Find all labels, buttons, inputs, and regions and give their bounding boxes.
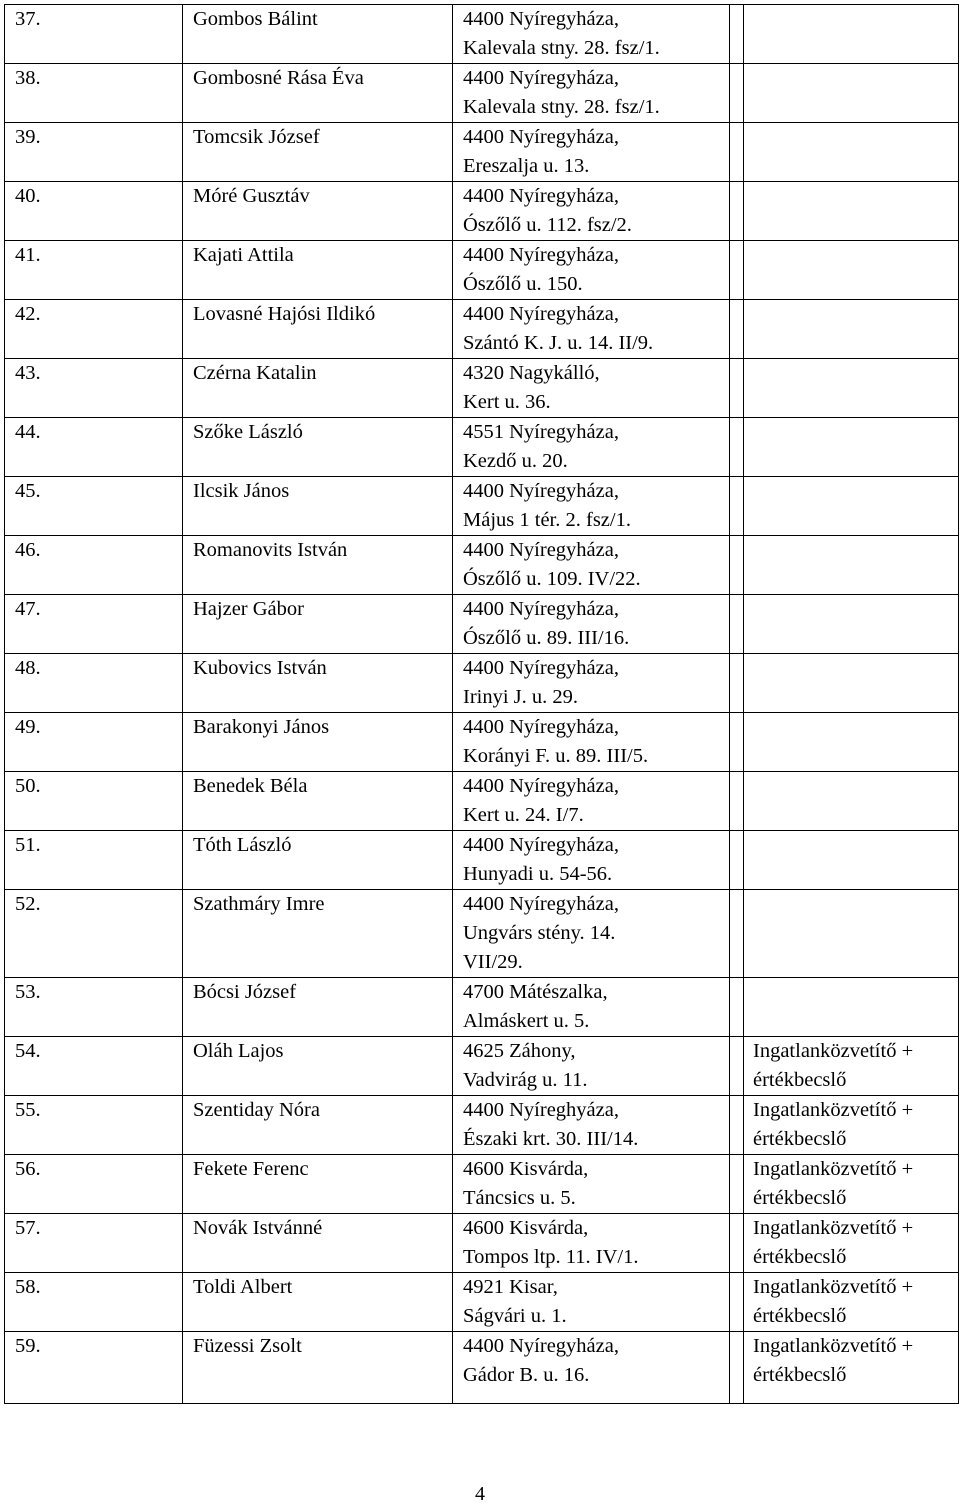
qualification-cell — [744, 536, 959, 595]
person-name: Oláh Lajos — [183, 1037, 453, 1096]
empty-cell — [730, 123, 744, 182]
address-city: 4400 Nyíregyháza, — [463, 657, 619, 679]
address-cell — [453, 300, 730, 359]
row-number: 41. — [5, 241, 183, 300]
address-city: 4400 Nyíregyháza, — [463, 303, 619, 325]
row-number: 57. — [5, 1214, 183, 1273]
address-street: Kert u. 36. — [463, 391, 551, 413]
address-cell — [453, 123, 730, 182]
table-row — [5, 5, 959, 64]
qualification-line: Ingatlanközvetítő + — [753, 1040, 914, 1062]
table-row — [5, 1273, 959, 1332]
empty-cell — [730, 831, 744, 890]
address-city: 4700 Mátészalka, — [463, 981, 608, 1003]
address-city: 4400 Nyíregyháza, — [463, 1335, 619, 1357]
qualification-cell — [744, 241, 959, 300]
person-name: Novák Istvánné — [183, 1214, 453, 1273]
table-row — [5, 123, 959, 182]
empty-cell — [730, 1037, 744, 1096]
address-street: Korányi F. u. 89. III/5. — [463, 745, 649, 767]
address-city: 4400 Nyíregyháza, — [463, 480, 619, 502]
address-street: Május 1 tér. 2. fsz/1. — [463, 509, 631, 531]
address-city: 4320 Nagykálló, — [463, 362, 600, 384]
row-number: 43. — [5, 359, 183, 418]
row-number: 42. — [5, 300, 183, 359]
table-row — [5, 64, 959, 123]
qualification-line: Ingatlanközvetítő + — [753, 1276, 914, 1298]
row-number: 44. — [5, 418, 183, 477]
person-name: Tóth László — [183, 831, 453, 890]
address-street: Kert u. 24. I/7. — [463, 804, 584, 826]
address-cell — [453, 713, 730, 772]
person-name: Czérna Katalin — [183, 359, 453, 418]
address-cell — [453, 359, 730, 418]
address-unit: VII/29. — [463, 951, 523, 973]
address-city: 4400 Nyíregyháza, — [463, 244, 619, 266]
person-name: Gombosné Rása Éva — [183, 64, 453, 123]
qualification-cell — [744, 654, 959, 713]
table-row — [5, 1214, 959, 1273]
table-row — [5, 1155, 959, 1214]
table-row — [5, 241, 959, 300]
address-cell — [453, 654, 730, 713]
person-name: Ilcsik János — [183, 477, 453, 536]
address-street: Ságvári u. 1. — [463, 1305, 567, 1327]
qualification-cell — [744, 772, 959, 831]
empty-cell — [730, 418, 744, 477]
address-street: Északi krt. 30. III/14. — [463, 1128, 639, 1150]
row-number: 56. — [5, 1155, 183, 1214]
address-cell — [453, 241, 730, 300]
address-cell — [453, 1037, 730, 1096]
address-city: 4400 Nyíregyháza, — [463, 716, 619, 738]
empty-cell — [730, 359, 744, 418]
qualification-line: Ingatlanközvetítő + — [753, 1335, 914, 1357]
address-cell — [453, 890, 730, 978]
qualification-cell — [744, 1037, 959, 1096]
address-city: 4400 Nyíregyháza, — [463, 8, 619, 30]
address-street: Ószőlő u. 112. fsz/2. — [463, 214, 632, 236]
registry-table-body — [5, 5, 959, 1404]
table-row — [5, 477, 959, 536]
qualification-cell — [744, 418, 959, 477]
address-street: Hunyadi u. 54-56. — [463, 863, 613, 885]
qualification-line: értékbecslő — [753, 1069, 847, 1091]
person-name: Szőke László — [183, 418, 453, 477]
empty-cell — [730, 536, 744, 595]
address-city: 4400 Nyíregyháza, — [463, 598, 619, 620]
table-row — [5, 831, 959, 890]
empty-cell — [730, 1155, 744, 1214]
table-row — [5, 359, 959, 418]
person-name: Benedek Béla — [183, 772, 453, 831]
qualification-line: Ingatlanközvetítő + — [753, 1158, 914, 1180]
address-street: Gádor B. u. 16. — [463, 1364, 590, 1386]
row-number: 38. — [5, 64, 183, 123]
table-row — [5, 418, 959, 477]
qualification-cell — [744, 477, 959, 536]
empty-cell — [730, 182, 744, 241]
qualification-line: értékbecslő — [753, 1187, 847, 1209]
empty-cell — [730, 595, 744, 654]
address-cell — [453, 1332, 730, 1404]
person-name: Toldi Albert — [183, 1273, 453, 1332]
address-city: 4400 Nyíregyháza, — [463, 893, 619, 915]
row-number: 59. — [5, 1332, 183, 1404]
empty-cell — [730, 1096, 744, 1155]
person-name: Szentiday Nóra — [183, 1096, 453, 1155]
qualification-cell — [744, 713, 959, 772]
address-cell — [453, 1273, 730, 1332]
row-number: 53. — [5, 978, 183, 1037]
person-name: Kubovics István — [183, 654, 453, 713]
qualification-cell — [744, 359, 959, 418]
person-name: Fekete Ferenc — [183, 1155, 453, 1214]
empty-cell — [730, 477, 744, 536]
person-name: Barakonyi János — [183, 713, 453, 772]
qualification-cell — [744, 64, 959, 123]
address-street: Táncsics u. 5. — [463, 1187, 576, 1209]
table-row — [5, 1096, 959, 1155]
table-row — [5, 300, 959, 359]
empty-cell — [730, 713, 744, 772]
row-number: 39. — [5, 123, 183, 182]
qualification-cell — [744, 1273, 959, 1332]
address-cell — [453, 1214, 730, 1273]
address-street: Irinyi J. u. 29. — [463, 686, 579, 708]
address-street: Szántó K. J. u. 14. II/9. — [463, 332, 654, 354]
address-cell — [453, 595, 730, 654]
address-cell — [453, 1155, 730, 1214]
address-cell — [453, 5, 730, 64]
address-street: Ószőlő u. 89. III/16. — [463, 627, 630, 649]
qualification-cell — [744, 978, 959, 1037]
qualification-line: értékbecslő — [753, 1305, 847, 1327]
person-name: Szathmáry Imre — [183, 890, 453, 978]
address-cell — [453, 536, 730, 595]
row-number: 54. — [5, 1037, 183, 1096]
address-cell — [453, 182, 730, 241]
address-street: Ereszalja u. 13. — [463, 155, 590, 177]
person-name: Móré Gusztáv — [183, 182, 453, 241]
address-city: 4400 Nyíreghyáza, — [463, 1099, 619, 1121]
row-number: 46. — [5, 536, 183, 595]
table-row — [5, 1332, 959, 1404]
row-number: 48. — [5, 654, 183, 713]
empty-cell — [730, 654, 744, 713]
address-cell — [453, 418, 730, 477]
table-row — [5, 654, 959, 713]
person-name: Kajati Attila — [183, 241, 453, 300]
row-number: 52. — [5, 890, 183, 978]
qualification-line: értékbecslő — [753, 1246, 847, 1268]
person-name: Romanovits István — [183, 536, 453, 595]
qualification-line: Ingatlanközvetítő + — [753, 1217, 914, 1239]
qualification-cell — [744, 5, 959, 64]
address-cell — [453, 1096, 730, 1155]
address-street: Kezdő u. 20. — [463, 450, 568, 472]
address-cell — [453, 64, 730, 123]
qualification-cell — [744, 1332, 959, 1404]
qualification-cell — [744, 831, 959, 890]
row-number: 50. — [5, 772, 183, 831]
address-street: Almáskert u. 5. — [463, 1010, 590, 1032]
empty-cell — [730, 1332, 744, 1404]
address-city: 4400 Nyíregyháza, — [463, 834, 619, 856]
qualification-cell — [744, 890, 959, 978]
address-cell — [453, 831, 730, 890]
address-city: 4921 Kisar, — [463, 1276, 558, 1298]
qualification-cell — [744, 595, 959, 654]
person-name: Tomcsik József — [183, 123, 453, 182]
page-number: 4 — [475, 1483, 485, 1505]
qualification-cell — [744, 1214, 959, 1273]
qualification-cell — [744, 1096, 959, 1155]
row-number: 49. — [5, 713, 183, 772]
empty-cell — [730, 1214, 744, 1273]
table-row — [5, 978, 959, 1037]
address-street: Tompos ltp. 11. IV/1. — [463, 1246, 639, 1268]
address-street: Kalevala stny. 28. fsz/1. — [463, 96, 660, 118]
qualification-cell — [744, 182, 959, 241]
person-name: Lovasné Hajósi Ildikó — [183, 300, 453, 359]
empty-cell — [730, 64, 744, 123]
address-cell — [453, 772, 730, 831]
row-number: 51. — [5, 831, 183, 890]
table-row — [5, 182, 959, 241]
address-street: Ószőlő u. 109. IV/22. — [463, 568, 641, 590]
person-name: Gombos Bálint — [183, 5, 453, 64]
address-city: 4600 Kisvárda, — [463, 1158, 589, 1180]
address-city: 4600 Kisvárda, — [463, 1217, 589, 1239]
qualification-line: értékbecslő — [753, 1128, 847, 1150]
person-name: Füzessi Zsolt — [183, 1332, 453, 1404]
table-row — [5, 713, 959, 772]
address-city: 4551 Nyíregyháza, — [463, 421, 619, 443]
empty-cell — [730, 978, 744, 1037]
address-city: 4625 Záhony, — [463, 1040, 576, 1062]
address-street: Ungvárs stény. 14. — [463, 922, 616, 944]
person-name: Hajzer Gábor — [183, 595, 453, 654]
row-number: 45. — [5, 477, 183, 536]
qualification-cell — [744, 1155, 959, 1214]
row-number: 47. — [5, 595, 183, 654]
qualification-line: értékbecslő — [753, 1364, 847, 1386]
address-street: Kalevala stny. 28. fsz/1. — [463, 37, 660, 59]
table-row — [5, 536, 959, 595]
empty-cell — [730, 772, 744, 831]
table-row — [5, 772, 959, 831]
empty-cell — [730, 241, 744, 300]
person-name: Bócsi József — [183, 978, 453, 1037]
qualification-cell — [744, 300, 959, 359]
row-number: 40. — [5, 182, 183, 241]
address-city: 4400 Nyíregyháza, — [463, 539, 619, 561]
empty-cell — [730, 300, 744, 359]
address-city: 4400 Nyíregyháza, — [463, 775, 619, 797]
address-cell — [453, 477, 730, 536]
table-row — [5, 595, 959, 654]
address-city: 4400 Nyíregyháza, — [463, 67, 619, 89]
row-number: 37. — [5, 5, 183, 64]
qualification-cell — [744, 123, 959, 182]
qualification-line: Ingatlanközvetítő + — [753, 1099, 914, 1121]
address-street: Vadvirág u. 11. — [463, 1069, 588, 1091]
address-city: 4400 Nyíregyháza, — [463, 126, 619, 148]
empty-cell — [730, 890, 744, 978]
address-street: Ószőlő u. 150. — [463, 273, 583, 295]
row-number: 58. — [5, 1273, 183, 1332]
address-cell — [453, 978, 730, 1037]
table-row — [5, 890, 959, 978]
registry-table — [4, 4, 959, 1404]
row-number: 55. — [5, 1096, 183, 1155]
table-row — [5, 1037, 959, 1096]
empty-cell — [730, 5, 744, 64]
address-city: 4400 Nyíregyháza, — [463, 185, 619, 207]
empty-cell — [730, 1273, 744, 1332]
